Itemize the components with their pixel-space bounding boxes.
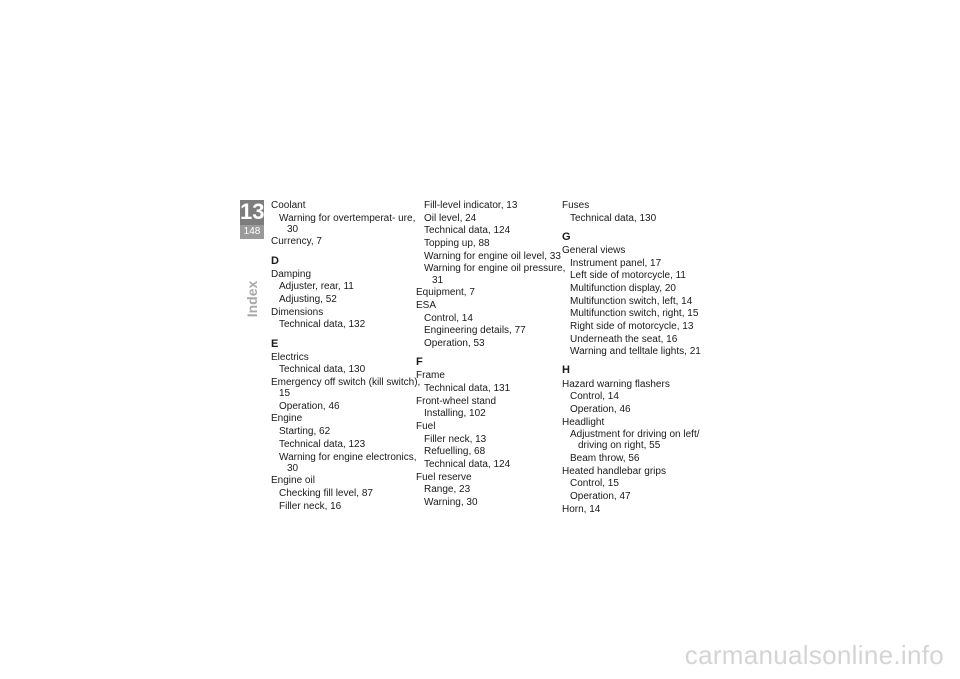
index-entry: Engine xyxy=(271,413,303,425)
index-subentry: Engineering details, 77 xyxy=(424,325,526,337)
chapter-tab xyxy=(240,200,264,239)
index-subentry: Multifunction switch, right, 15 xyxy=(570,308,699,320)
index-subentry: Technical data, 130 xyxy=(570,212,657,224)
index-subentry: Installing, 102 xyxy=(424,408,486,420)
index-letter-heading: G xyxy=(562,230,571,243)
index-column-1 xyxy=(271,200,421,512)
index-subentry: Technical data, 131 xyxy=(424,382,511,394)
index-subentry: Multifunction switch, left, 14 xyxy=(570,295,693,307)
index-subentry: Technical data, 124 xyxy=(424,458,511,470)
index-entry: Heated handlebar grips xyxy=(562,465,666,477)
index-subentry: Operation, 47 xyxy=(570,491,631,503)
index-entry: Dimensions xyxy=(271,306,324,318)
index-subentry: Warning, 30 xyxy=(424,497,478,509)
index-entry: Damping xyxy=(271,268,312,280)
index-subentry: Operation, 46 xyxy=(279,400,340,412)
index-subentry: Multifunction display, 20 xyxy=(570,282,676,294)
index-subentry: Adjusting, 52 xyxy=(279,294,337,306)
index-entry: Hazard warning flashers xyxy=(562,378,670,390)
index-entry: General views xyxy=(562,244,626,256)
index-subentry: Technical data, 123 xyxy=(279,438,366,450)
index-entry: Emergency off switch (kill switch), 15 xyxy=(271,376,421,400)
index-subentry: Filler neck, 13 xyxy=(424,433,487,445)
index-subentry: Left side of motorcycle, 11 xyxy=(570,270,686,282)
index-subentry: Warning and telltale lights, 21 xyxy=(570,346,701,358)
index-letter-heading: E xyxy=(271,337,279,350)
index-subentry: Instrument panel, 17 xyxy=(570,257,662,269)
index-entry: Front-wheel stand xyxy=(416,395,497,407)
index-subentry: Fill-level indicator, 13 xyxy=(424,200,518,211)
section-label xyxy=(244,279,260,319)
index-entry: Fuel reserve xyxy=(416,471,472,483)
index-column-2 xyxy=(416,200,566,508)
index-subentry: Underneath the seat, 16 xyxy=(570,333,678,345)
index-subentry: Starting, 62 xyxy=(279,426,331,438)
index-entry: Horn, 14 xyxy=(562,503,601,515)
chapter-number: 13 xyxy=(240,199,265,224)
index-subentry: Adjustment for driving on left/ driving on right, 55 xyxy=(570,429,700,452)
index-subentry: Topping up, 88 xyxy=(424,238,490,250)
index-entry: Equipment, 7 xyxy=(416,287,475,299)
index-letter-heading: D xyxy=(271,254,279,267)
index-entry: Engine oil xyxy=(271,475,315,487)
index-entry: Coolant xyxy=(271,200,306,211)
index-subentry: Warning for engine oil pressure, 31 xyxy=(424,263,566,286)
index-subentry: Beam throw, 56 xyxy=(570,453,640,465)
index-subentry: Adjuster, rear, 11 xyxy=(279,281,354,293)
index-subentry: Control, 14 xyxy=(570,391,619,403)
index-subentry: Warning for overtemperat- ure, 30 xyxy=(279,212,416,235)
index-subentry: Technical data, 130 xyxy=(279,364,366,376)
index-entry: Headlight xyxy=(562,416,605,428)
index-entry: Fuses xyxy=(562,200,590,211)
index-entry: Fuel xyxy=(416,420,436,432)
index-subentry: Refuelling, 68 xyxy=(424,446,486,458)
index-subentry: Oil level, 24 xyxy=(424,212,477,224)
index-subentry: Checking fill level, 87 xyxy=(279,487,373,499)
watermark: carmanualsonline.info xyxy=(684,640,944,670)
index-column-3 xyxy=(562,200,712,515)
index-subentry: Technical data, 132 xyxy=(279,319,366,331)
section-label-text: Index xyxy=(244,280,260,318)
index-subentry: Operation, 46 xyxy=(570,403,631,415)
index-letter-heading: F xyxy=(416,356,423,369)
index-subentry: Operation, 53 xyxy=(424,337,485,349)
index-subentry: Control, 14 xyxy=(424,312,473,324)
index-entry: Electrics xyxy=(271,351,309,363)
index-subentry: Warning for engine electronics, 30 xyxy=(279,451,417,474)
index-subentry: Filler neck, 16 xyxy=(279,500,342,512)
index-entry: Frame xyxy=(416,370,445,382)
index-letter-heading: H xyxy=(562,364,570,377)
page-number: 148 xyxy=(240,225,264,239)
index-subentry: Control, 15 xyxy=(570,478,619,490)
index-subentry: Right side of motorcycle, 13 xyxy=(570,321,694,332)
index-subentry: Technical data, 124 xyxy=(424,225,511,237)
index-subentry: Warning for engine oil level, 33 xyxy=(424,250,561,262)
index-subentry: Range, 23 xyxy=(424,484,471,496)
index-entry: Currency, 7 xyxy=(271,236,322,248)
index-entry: ESA xyxy=(416,299,437,311)
